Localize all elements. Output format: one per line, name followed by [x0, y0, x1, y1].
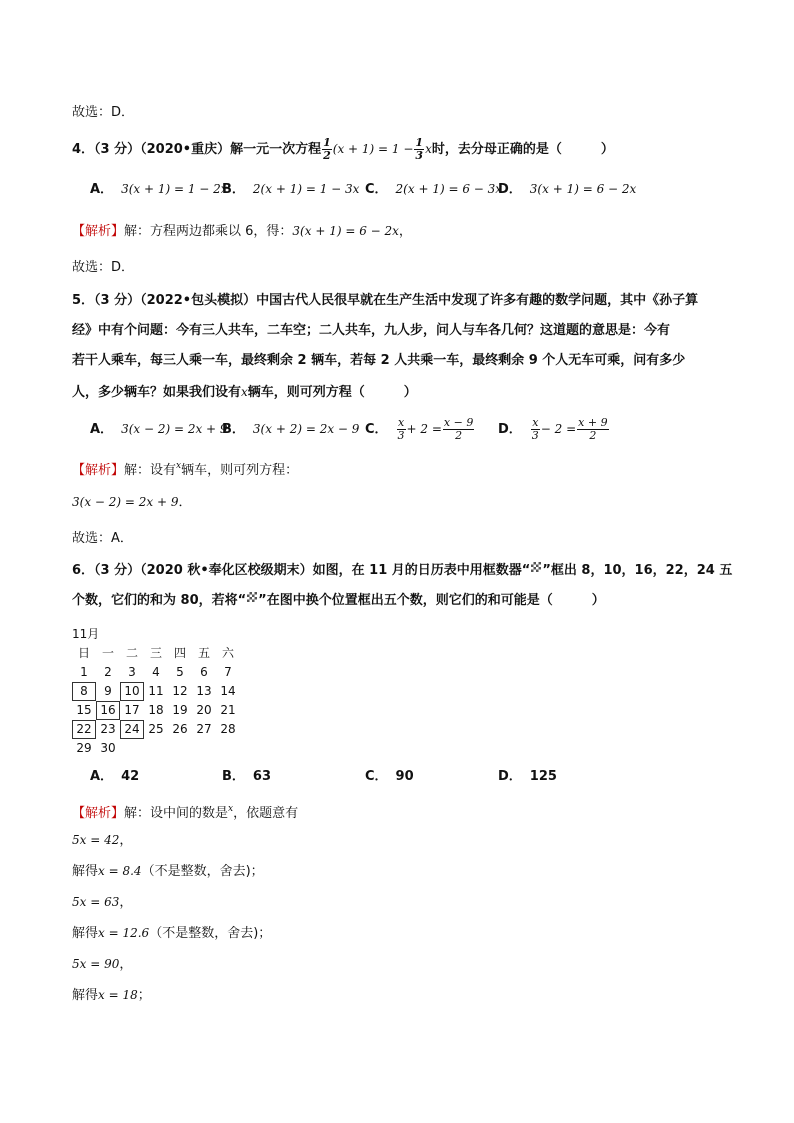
q4-option-a-expr: 3(x + 1) = 1 − 2x [121, 182, 228, 196]
q5-c-mid: + 2 = [406, 422, 442, 436]
q5-option-c-right-frac [443, 417, 474, 442]
calendar-day: 3 [128, 665, 136, 679]
q6-step-4-pre: 解得 [72, 926, 99, 941]
calendar-day: 18 [148, 703, 164, 717]
prev-answer: 故选：D． [72, 105, 135, 120]
q4-option-b-expr: 2(x + 1) = 1 − 3x [252, 182, 360, 196]
calendar-day: 17 [124, 703, 140, 717]
calendar-weekday: 五 [197, 646, 210, 660]
q5-option-b[interactable] [222, 420, 359, 439]
q5-option-d-right-frac [577, 417, 608, 442]
calendar-day: 14 [220, 684, 236, 698]
q5-line-1: 5．（3 分）（2022•包头模拟）中国古代人民很早就在生产生活中发现了许多有趣的数学问题，其中《孙子算 [72, 293, 699, 308]
q6-analysis-label: 【解析】 [72, 806, 125, 821]
q6-option-c-key: C． [365, 769, 388, 784]
q6-step-4-tail: （不是整数，舍去)； [149, 926, 272, 941]
q6-option-b-value: 63 [252, 769, 272, 784]
q5-d-lden: 3 [531, 429, 539, 442]
counter-frame-icon [531, 562, 541, 572]
calendar-day-boxed: 16 [96, 701, 120, 720]
q5-line-2: 经》中有个问题：今有三人共车，二车空；二人共车，九人步，问人与车各几何？这道题的意思是：今有 [72, 323, 671, 338]
q6-step-6-tail: ； [137, 988, 151, 1003]
q5-answer: 故选：A． [72, 531, 133, 546]
q4-title-pre: 4．（3 分）（2020•重庆）解一元一次方程 [72, 142, 322, 157]
q6-line-1 [72, 562, 732, 580]
q5-option-c-key: C． [365, 422, 388, 437]
q5-line-4-var: x [241, 385, 248, 399]
q5-c-rnum: x − 9 [443, 416, 474, 429]
q4-analysis-expr: 3(x + 1) = 6 − 2x [292, 224, 399, 238]
q6-line-1-pre: 6．（3 分）（2020 秋•奉化区校级期末）如图，在 11 月的日历表中用框数器“ [72, 563, 531, 578]
calendar-day: 20 [196, 703, 212, 717]
q6-step-6-pre: 解得 [72, 988, 99, 1003]
calendar-day: 26 [172, 722, 188, 736]
calendar-day: 23 [100, 722, 116, 736]
q4-option-d[interactable] [498, 180, 636, 199]
calendar-day: 11 [148, 684, 164, 698]
q6-step-3 [72, 893, 132, 912]
q5-option-d[interactable] [498, 413, 610, 446]
q6-option-d[interactable] [498, 768, 557, 786]
q4-title-post: 时，去分母正确的是（ ） [431, 142, 614, 157]
q6-analysis-var: x [228, 804, 234, 814]
q4-fraction-half [322, 137, 332, 162]
q5-equation-end: ． [178, 495, 192, 510]
q4-analysis-text: 解：方程两边都乘以 6，得： [124, 224, 293, 239]
q4-title [72, 137, 614, 162]
q4-option-c-key: C． [365, 182, 388, 197]
q5-d-mid: − 2 = [540, 422, 577, 436]
calendar-day: 5 [176, 665, 184, 679]
q4-option-c-expr: 2(x + 1) = 6 − 3x [395, 182, 503, 196]
calendar-weekday: 三 [149, 646, 162, 660]
q4-frac2-num: 1 [415, 136, 424, 149]
calendar-weekday: 四 [173, 646, 186, 660]
q6-analysis-text: 解：设中间的数是 [124, 806, 229, 821]
q6-step-5 [72, 955, 132, 974]
q6-option-b[interactable] [222, 768, 271, 786]
calendar-weekday: 六 [221, 646, 234, 660]
q4-option-d-expr: 3(x + 1) = 6 − 2x [529, 182, 637, 196]
q6-step-1 [72, 831, 132, 850]
q6-option-c[interactable] [365, 768, 414, 786]
q4-fraction-third [414, 137, 424, 162]
calendar-day: 15 [76, 703, 92, 717]
q5-analysis-text: 解：设有 [124, 463, 177, 478]
q4-eq-post: x [425, 142, 432, 156]
q6-line-2-post: ”在图中换个位置框出五个数，则它们的和可能是（ ） [258, 593, 605, 608]
q6-step-3-tail: ， [119, 895, 133, 910]
calendar-day: 25 [148, 722, 164, 736]
calendar-day: 29 [76, 741, 92, 755]
q6-option-b-key: B． [222, 769, 245, 784]
calendar-day: 12 [172, 684, 188, 698]
q5-option-c[interactable] [365, 413, 475, 446]
calendar-weekday: 日 [77, 646, 90, 660]
calendar-day: 9 [104, 684, 112, 698]
q6-option-d-key: D． [498, 769, 522, 784]
q5-option-a-key: A． [90, 422, 114, 437]
q6-step-2 [72, 862, 264, 881]
q5-option-c-left-frac [397, 417, 406, 442]
calendar-day-boxed: 8 [72, 682, 96, 701]
calendar-day: 27 [196, 722, 212, 736]
q6-step-4-expr: x = 12.6 [98, 926, 150, 940]
calendar-weekday: 二 [125, 646, 138, 660]
q5-analysis-var: x [176, 461, 182, 471]
q4-option-c[interactable] [365, 180, 502, 199]
q4-option-a-key: A． [90, 182, 114, 197]
q4-eq-pre: (x + 1) = 1 − [332, 142, 414, 156]
q4-option-d-key: D． [498, 182, 522, 197]
q5-d-rden: 2 [589, 429, 597, 442]
q6-line-2 [72, 592, 605, 610]
calendar-day: 28 [220, 722, 236, 736]
q5-c-rden: 2 [455, 429, 463, 442]
q6-step-6-expr: x = 18 [98, 988, 138, 1002]
calendar-weekday: 一 [101, 646, 114, 660]
calendar-day: 7 [224, 665, 232, 679]
q6-analysis-post: ，依题意有 [233, 806, 299, 821]
calendar-day-boxed: 24 [120, 720, 144, 739]
q6-option-a[interactable] [90, 768, 139, 786]
q4-analysis-end: ， [398, 224, 412, 239]
calendar-day-boxed: 22 [72, 720, 96, 739]
calendar-day-boxed: 10 [120, 682, 144, 701]
q6-option-d-value: 125 [529, 769, 557, 784]
q5-line-4 [72, 383, 417, 402]
q5-d-rnum: x + 9 [578, 416, 608, 429]
q6-step-5-tail: ， [119, 957, 133, 972]
calendar-day: 4 [152, 665, 160, 679]
q5-line-4-pre: 人，多少辆车？如果我们设有 [72, 385, 242, 400]
q5-analysis [72, 457, 298, 480]
q5-equation: 3(x − 2) = 2x + 9 [72, 495, 179, 509]
q6-step-2-tail: （不是整数，舍去)； [141, 864, 264, 879]
calendar-day: 2 [104, 665, 112, 679]
q6-step-4 [72, 924, 271, 943]
q5-c-lnum: x [397, 416, 405, 429]
q5-option-a-expr: 3(x − 2) = 2x + 9 [121, 422, 228, 436]
q5-option-b-expr: 3(x + 2) = 2x − 9 [252, 422, 360, 436]
counter-frame-icon [247, 592, 257, 602]
q6-step-1-tail: ， [119, 833, 133, 848]
q6-option-a-key: A． [90, 769, 114, 784]
calendar-month: 11月 [72, 627, 100, 641]
q6-option-c-value: 90 [395, 769, 414, 784]
q4-analysis-label: 【解析】 [72, 224, 125, 239]
q5-option-b-key: B． [222, 422, 245, 437]
q6-line-2-pre: 个数，它们的和为 80，若将“ [72, 593, 247, 608]
q4-analysis [72, 222, 412, 241]
q5-option-d-key: D． [498, 422, 522, 437]
q6-step-2-expr: x = 8.4 [98, 864, 142, 878]
q4-frac-num: 1 [323, 136, 331, 149]
q5-line-3: 若干人乘车，每三人乘一车，最终剩余 2 辆车，若每 2 人共乘一车，最终剩余 9 个人无车可乘，问有多少 [72, 353, 686, 368]
calendar-day: 19 [172, 703, 188, 717]
q5-analysis-label: 【解析】 [72, 463, 125, 478]
q5-option-d-left-frac [531, 417, 540, 442]
q6-step-1-expr: 5x = 42 [72, 833, 120, 847]
calendar-day: 30 [100, 741, 116, 755]
q5-line-4-post: 辆车，则可列方程（ ） [247, 385, 417, 400]
calendar-day: 1 [80, 665, 88, 679]
q4-frac-den: 2 [323, 149, 331, 162]
q6-step-3-expr: 5x = 63 [72, 895, 120, 909]
q5-option-a[interactable] [90, 420, 228, 439]
q6-analysis [72, 800, 298, 823]
calendar-day: 13 [196, 684, 212, 698]
q4-option-b-key: B． [222, 182, 245, 197]
q5-d-lnum: x [532, 416, 539, 429]
calendar-day: 21 [220, 703, 236, 717]
q6-option-a-value: 42 [121, 769, 140, 784]
q6-step-2-pre: 解得 [72, 864, 99, 879]
q5-c-lden: 3 [397, 429, 405, 442]
q4-option-b[interactable] [222, 180, 359, 199]
q6-line-1-post: ”框出 8，10，16，22，24 五 [542, 563, 733, 578]
q6-step-5-expr: 5x = 90 [72, 957, 120, 971]
q6-step-6 [72, 986, 151, 1005]
q5-analysis-post: 辆车，则可列方程： [181, 463, 299, 478]
q4-option-a[interactable] [90, 180, 228, 199]
q4-answer: 故选：D． [72, 260, 135, 275]
q5-equation-line [72, 493, 192, 512]
calendar-day: 6 [200, 665, 208, 679]
q4-frac2-den: 3 [415, 149, 424, 162]
